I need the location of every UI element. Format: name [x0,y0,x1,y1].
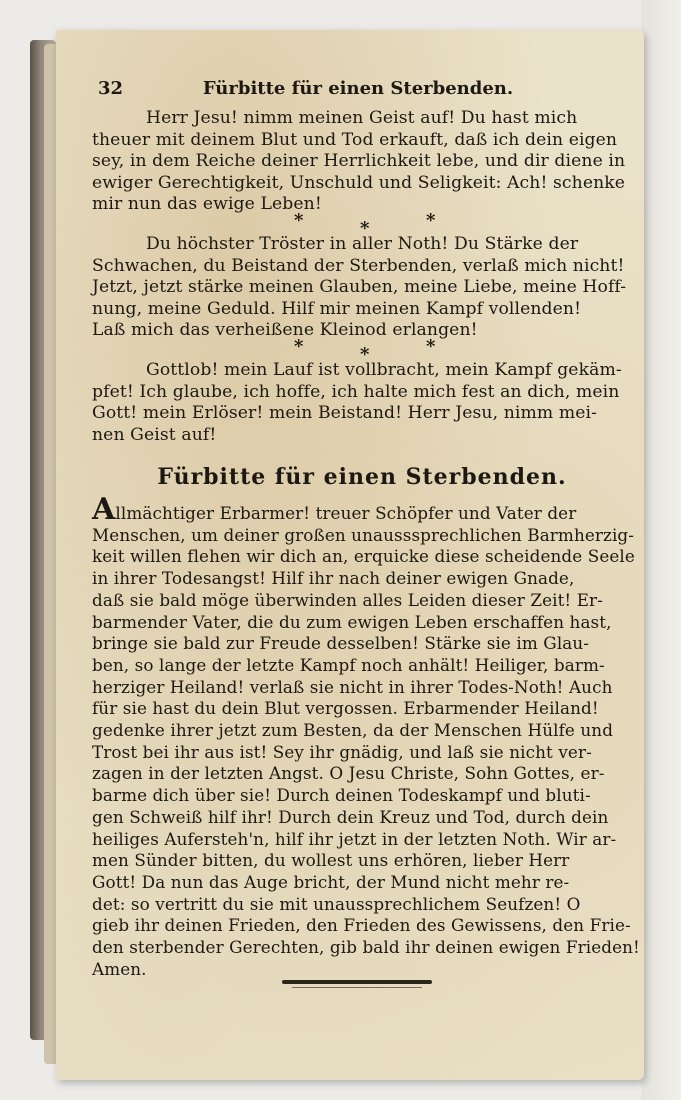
text-line: für sie hast du dein Blut vergossen. Erbarmender Heiland! [92,698,599,719]
book-page [56,30,644,1080]
text-line: gieb ihr deinen Frieden, den Frieden des Gewissens, den Frie- [92,915,631,936]
text-line: theuer mit deinem Blut und Tod erkauft, daß ich dein eigen [92,129,618,150]
text-line: mir nun das ewige Leben! [92,194,322,214]
text-line: ewiger Gerechtigkeit, Unschuld und Seligkeit: Ach! schenke [92,172,626,193]
text-line: gedenke ihrer jetzt zum Besten, da der Menschen Hülfe und [92,720,614,741]
text-line: heiliges Aufersteh'n, hilf ihr jetzt in der letzten Noth. Wir ar- [92,828,617,849]
separator-star: * [426,210,436,231]
prayer-paragraph-3 [92,360,632,446]
asterism-separator [256,336,456,365]
running-title: Fürbitte für einen Sterbenden. [202,78,514,99]
asterism-separator [256,210,456,239]
separator-star: * [294,210,304,231]
text-line: Schwachen, du Beistand der Sterbenden, verlaß mich nicht! [92,255,625,276]
separator-star: * [294,336,304,357]
text-line: Laß mich das verheißene Kleinod erlangen! [92,320,478,340]
text-line: Menschen, um deiner großen unausssprechlichen Barmherzig- [92,524,635,545]
text-line: bringe sie bald zur Freude desselben! Stärke sie im Glau- [92,633,590,654]
text-line: pfet! Ich glaube, ich hoffe, ich halte mich fest an dich, mein [92,381,620,402]
text-line: Amen. [92,958,147,979]
separator-star: * [426,336,436,357]
text-line: det: so vertritt du sie mit unaussprechlichem Seufzen! O [92,893,581,914]
text-line: barme dich über sie! Durch deinen Todeskampf und bluti- [92,785,591,806]
text-line: zagen in der letzten Angst. O Jesu Christe, Sohn Gottes, er- [92,763,605,784]
text-line: Gott! mein Erlöser! mein Beistand! Herr Jesu, nimm mei- [92,403,597,423]
text-line: Gottlob! mein Lauf ist vollbracht, mein Kampf gekäm- [146,360,622,380]
separator-star: * [360,218,370,239]
text-line: ben, so lange der letzte Kampf noch anhält! Heiliger, barm- [92,654,605,675]
prayer-paragraph-1 [92,108,632,216]
section-title: Fürbitte für einen Sterbenden. [157,464,567,490]
text-line: gen Schweiß hilf ihr! Durch dein Kreuz und Tod, durch dein [92,806,609,827]
closing-rule-thin [292,987,422,988]
page-header [98,78,618,104]
background-surface [641,0,681,1100]
text-line: men Sünder bitten, du wollest uns erhören, lieber Herr [92,850,570,871]
text-line: herziger Heiland! verlaß sie nicht in ihrer Todes-Noth! Auch [92,676,613,697]
text-line: den sterbender Gerechten, gib bald ihr deinen ewigen Frieden! [92,937,640,958]
drop-cap: A [92,492,116,527]
text-line: in ihrer Todesangst! Hilf ihr nach deiner ewigen Gnade, [92,568,575,589]
separator-star: * [360,344,370,365]
text-line [92,492,632,527]
text-line: Herr Jesu! nimm meinen Geist auf! Du hast mich [146,108,578,128]
closing-rule [282,980,432,984]
first-line-text: llmächtiger Erbarmer! treuer Schöpfer und Vater der [115,503,577,523]
text-line: barmender Vater, die du zum ewigen Leben erschaffen hast, [92,611,612,632]
text-line: keit willen flehen wir dich an, erquicke diese scheidende Seele [92,546,635,567]
page-number: 32 [98,78,124,99]
text-line: Trost bei ihr aus ist! Sey ihr gnädig, und laß sie nicht ver- [92,741,592,762]
intercession-body [92,492,640,980]
text-line: nen Geist auf! [92,424,217,445]
text-line: Du höchster Tröster in aller Noth! Du Stärke der [146,234,579,254]
prayer-paragraph-2 [92,234,632,342]
text-line: daß sie bald möge überwinden alles Leiden dieser Zeit! Er- [92,589,603,610]
text-line: sey, in dem Reiche deiner Herrlichkeit lebe, und dir diene in [92,151,626,171]
text-line: Jetzt, jetzt stärke meinen Glauben, meine Liebe, meine Hoff- [92,277,627,297]
text-line: nung, meine Geduld. Hilf mir meinen Kampf vollenden! [92,298,582,319]
text-line: Gott! Da nun das Auge bricht, der Mund nicht mehr re- [92,871,570,892]
